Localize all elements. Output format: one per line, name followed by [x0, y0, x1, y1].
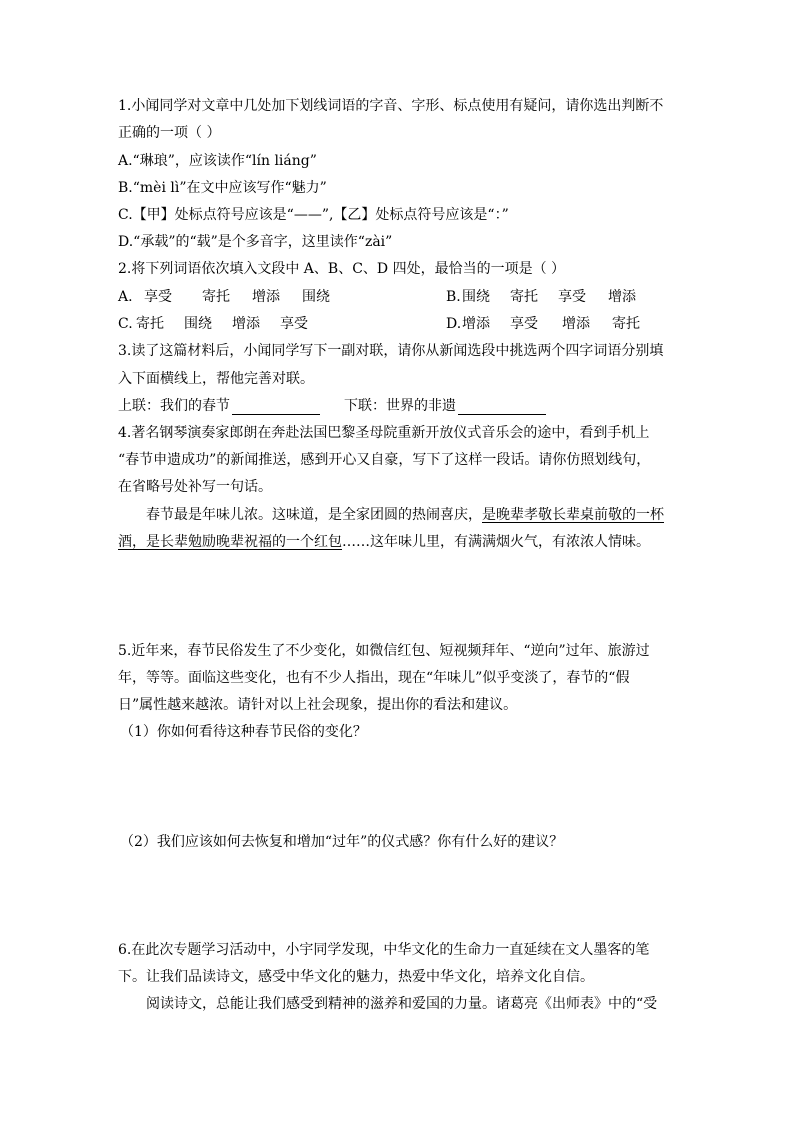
q2-option-b	[446, 288, 636, 306]
q3-couplet-upper	[118, 397, 320, 415]
q3-lower-label: 下联：世界的非遗	[344, 398, 456, 414]
q3-lower-blank[interactable]	[458, 400, 546, 415]
q2-option-d-word: 增添	[462, 316, 490, 332]
q3-upper-label: 上联：我们的春节	[118, 398, 230, 414]
q2-option-c-word: 寄托	[136, 316, 164, 332]
q4-passage-line2	[118, 533, 650, 551]
q4-passage-text: 春节最是年味儿浓。这味道，是全家团圆的热闹喜庆，	[146, 507, 482, 523]
q2-stem: 2.将下列词语依次填入文段中 A、B、C、D 四处，最恰当的一项是（ ）	[118, 261, 566, 277]
q4-passage-text: ……这年味儿里，有满满烟火气，有浓浓人情味。	[342, 534, 650, 550]
q2-option-b-label: B.	[446, 289, 461, 305]
q2-option-a-word: 增添	[252, 289, 280, 305]
q1-option-b: B.“mèi lì”在文中应该写作“魅力”	[118, 180, 327, 196]
q5-sub-question-1: （1）你如何看待这种春节民俗的变化？	[120, 724, 367, 740]
q2-option-a-label: A.	[118, 289, 133, 305]
q1-stem-line1: 1.小闻同学对文章中几处加下划线词语的字音、字形、标点使用有疑问，请你选出判断不	[118, 98, 664, 114]
q2-option-d-word: 增添	[562, 316, 590, 332]
q4-stem-line2: “春节申遗成功”的新闻推送，感到开心又自豪，写下了这样一段话。请你仿照划线句，	[118, 452, 651, 468]
q2-option-b-word: 寄托	[510, 289, 538, 305]
q6-stem-line1: 6.在此次专题学习活动中，小宇同学发现，中华文化的生命力一直延续在文人墨客的笔	[118, 942, 650, 958]
q2-option-d-word: 寄托	[612, 316, 640, 332]
q6-stem-line3: 阅读诗文，总能让我们感受到精神的滋养和爱国的力量。诸葛亮《出师表》中的“受	[146, 996, 658, 1012]
q3-stem-line2: 入下面横线上，帮他完善对联。	[118, 371, 314, 387]
q3-couplet-lower	[344, 397, 546, 415]
q5-stem-line3: 日”属性越来越浓。请针对以上社会现象，提出你的看法和建议。	[118, 697, 518, 713]
q2-option-c-word: 围绕	[184, 316, 212, 332]
q2-option-c-word: 享受	[280, 316, 308, 332]
q1-option-d: D.“承载”的“载”是个多音字，这里读作“zài”	[118, 234, 393, 250]
q1-option-c: C.【甲】处标点符号应该是“——”,【乙】处标点符号应该是“：”	[118, 207, 509, 223]
q2-option-a-word: 享受	[144, 289, 172, 305]
q2-option-d	[446, 315, 640, 333]
q4-stem-line1: 4.著名钢琴演奏家郎朗在奔赴法国巴黎圣母院重新开放仪式音乐会的途中，看到手机上	[118, 425, 650, 441]
q4-underlined-sentence: 酒，是长辈勉励晚辈祝福的一个红包	[118, 534, 342, 550]
q2-option-a-word: 围绕	[302, 289, 330, 305]
q2-option-b-word: 享受	[558, 289, 586, 305]
q1-stem-line2: 正确的一项（ ）	[118, 125, 221, 141]
q2-option-c	[118, 315, 308, 333]
q1-option-a: A.“琳琅”，应该读作“lín liáng”	[118, 153, 317, 169]
q2-option-d-word: 享受	[510, 316, 538, 332]
q3-stem-line1: 3.读了这篇材料后，小闻同学写下一副对联，请你从新闻选段中挑选两个四字词语分别填	[118, 343, 664, 359]
q2-option-b-word: 增添	[608, 289, 636, 305]
q3-upper-blank[interactable]	[232, 400, 320, 415]
q2-option-b-word: 围绕	[462, 289, 490, 305]
q2-option-d-label: D.	[446, 316, 462, 332]
q2-option-a	[118, 288, 330, 306]
q6-stem-line2: 下。让我们品读诗文，感受中华文化的魅力，热爱中华文化，培养文化自信。	[118, 969, 594, 985]
q4-underlined-sentence: 是晚辈孝敬长辈桌前敬的一杯	[482, 507, 664, 523]
q2-option-c-word: 增添	[232, 316, 260, 332]
q4-passage-line1	[146, 506, 664, 524]
q5-stem-line2: 年，等等。面临这些变化，也有不少人指出，现在“年味儿”似乎变淡了，春节的“假	[118, 670, 630, 686]
q2-option-a-word: 寄托	[202, 289, 230, 305]
q5-stem-line1: 5.近年来，春节民俗发生了不少变化，如微信红包、短视频拜年、“逆向”过年、旅游过	[118, 643, 650, 659]
q2-option-c-label: C.	[118, 316, 133, 332]
q5-sub-question-2: （2）我们应该如何去恢复和增加“过年”的仪式感？你有什么好的建议？	[120, 834, 564, 850]
q4-stem-line3: 在省略号处补写一句话。	[118, 479, 272, 495]
